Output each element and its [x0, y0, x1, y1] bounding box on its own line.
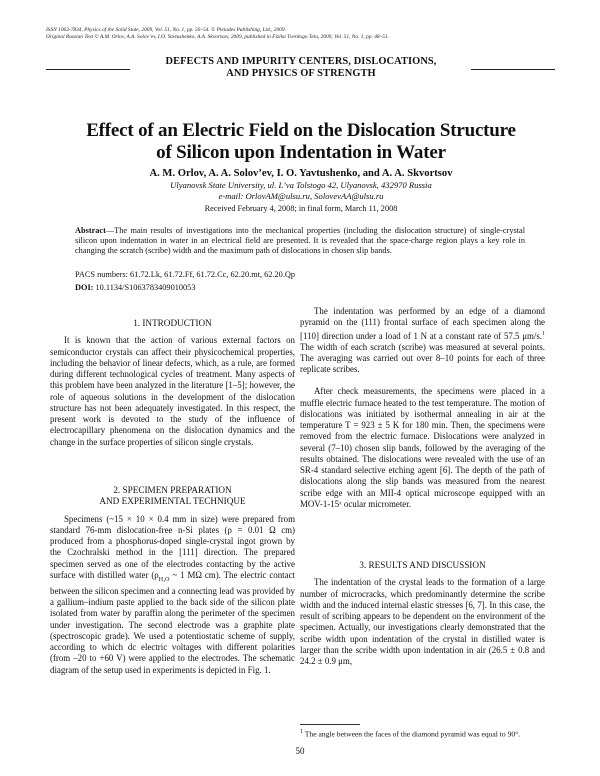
pacs-numbers: PACS numbers: 61.72.Lk, 61.72.Ff, 61.72.Cc, 62.20.mt, 62.20.Qp	[75, 270, 296, 279]
left-column-section2	[50, 485, 295, 676]
affiliation: Ulyanovsk State University, ul. L’va Tolstogo 42, Ulyanovsk, 432970 Russia	[170, 180, 432, 190]
results-paragraph: The indentation of the crystal leads to the formation of a large number of microcracks, which predominantly determine the scribe width and the induced internal elastic stresses [6, 7]. In this case, the result of scribing appears to be dependent on the environment of the specimen. Actually, our investigations clearly demonstrated that the scribe width upon indentation of the crystal in distilled water is larger than the scribe width upon indentation in air (26.5 ± 0.8 and 24.2 ± 0.9 μm,	[300, 577, 545, 667]
annealing-paragraph: After check measurements, the specimens were placed in a muffle electric furnace heated to the test temperature. The motion of dislocations was initiated by isothermal annealing in air at the temperature T = 923 ± 5 K for 180 min. Then, the specimens were removed from the electric furnace. Dislocations were analyzed in several (7–10) chosen slip bands, followed by the averaging of the results obtained. The dislocations were revealed with the use of an SR-4 standard selective etching agent [6]. The depth of the path of dislocations along the slip bands was measured from the nearest scribe edge with an MII-4 optical microscope equipped with an MOV-1-15ˣ ocular micrometer.	[300, 386, 545, 509]
doi-link[interactable]: 10.1134/S1063783409010053	[95, 283, 196, 292]
specimen-text-b: ~ 1 MΩ cm). The electric contact between the silicon specimen and a connecting lead was provided by a gallium–indium paste applied to the back side of the silicon plate isolated from water by paraffin along the perimeter of the specimen under investigation. The second electrode was a graphite plate (spectroscopic grade). We used a potentiostatic scheme of supply, according to which dc electric voltages with different polarities (from –20 to +60 V) were applied to the electrodes. The schematic diagram of the setup used in experiments is depicted in Fig. 1.	[50, 569, 295, 675]
specimen-text-subscript: H₂O	[158, 576, 170, 583]
journal-header-line1: ISSN 1063-7834, Physics of the Solid State, 2009, Vol. 51, No. 1, pp. 50–54. © Pleiades Publishing, Ltd., 2009.	[46, 27, 286, 33]
paper-title	[46, 120, 556, 163]
section-banner-line1: DEFECTS AND IMPURITY CENTERS, DISLOCATIONS,	[165, 56, 437, 67]
footnote-text: The angle between the faces of the diamond pyramid was equal to 90°.	[303, 729, 521, 739]
right-column-section3	[300, 560, 545, 667]
email: e-mail: OrlovAM@ulsu.ru, SolovevAA@ulsu.ru	[218, 191, 384, 201]
specimen-text-a: Specimens (~15 × 10 × 0.4 mm in size) were prepared from standard 76-mm dislocation-free n-Si plates (ρ = 0.01 Ω cm) produced from a phosphorus-doped single-crystal ingot grown by the Czochralski method in the [111] direction. The prepared specimen served as one of the electrodes contacting by the active surface with distilled water (ρ	[50, 513, 295, 580]
doi-label: DOI:	[75, 283, 94, 292]
abstract-label: Abstract	[75, 226, 106, 235]
abstract	[75, 226, 525, 256]
footnote-rule	[300, 724, 360, 725]
paper-title-line2: of Silicon upon Indentation in Water	[156, 141, 446, 163]
section-banner-line2: AND PHYSICS OF STRENGTH	[226, 67, 376, 79]
section-banner	[46, 56, 556, 79]
abstract-text: —The main results of investigations into the mechanical properties (including the dislocation structure) of single-crystal silicon upon indentation in water in an electrical field are presented. It is revealed that the space-charge region plays a key role in changing the scratch (scribe) width and the maximum path of dislocations in chosen slip bands.	[75, 226, 525, 256]
results-heading: 3. RESULTS AND DISCUSSION	[359, 560, 486, 570]
received-dates: Received February 4, 2008; in final form, March 11, 2008	[204, 204, 398, 213]
indentation-text-a: The indentation was performed by an edge of a diamond pyramid on the (111) frontal surface of each specimen along the [110] direction under a load of 1 N at a constant rate of 57.5 μm/s.	[300, 306, 545, 341]
authors: A. M. Orlov, A. A. Solov’ev, I. O. Yavtushenko, and A. A. Skvortsov	[149, 168, 453, 179]
indentation-paragraph	[300, 306, 545, 375]
footnote	[300, 728, 545, 739]
journal-header	[46, 27, 566, 42]
journal-header-line2: Original Russian Text © A.M. Orlov, A.A. Solov’ev, I.O. Yavtushenko, A.A. Skvortsov, 2009, published in Fizika Tverdogo Tela, 2009, Vol. 51, No. 1, pp. 48–51.	[46, 34, 390, 41]
intro-heading: 1. INTRODUCTION	[133, 318, 212, 328]
intro-paragraph: It is known that the action of various external factors on semiconductor crystals can affect their physicochemical properties, including the behavior of linear defects, which, as a rule, are formed during different technological cycles of treatment. Many aspects of this problem have been analyzed in the literature [1–5]; however, the role of aqueous solutions in the development of the dislocation structure has not been adequately investigated. In this respect, the present work is devoted to the study of the influence of electrocapillary phenomena on the dislocation dynamics and the change in the surface properties of silicon single crystals.	[50, 335, 295, 447]
page-number: 50	[295, 746, 305, 756]
doi	[75, 283, 525, 293]
specimen-paragraph	[50, 514, 295, 676]
indentation-text-b: The width of each scratch (scribe) was measured at several points. The averaging was carried out over 8–10 points for each of three replicate scribes.	[300, 341, 545, 375]
left-column	[50, 318, 295, 448]
paper-title-line1: Effect of an Electric Field on the Dislocation Structure	[86, 120, 516, 141]
specimen-heading-line1: 2. SPECIMEN PREPARATION	[113, 485, 232, 495]
footnote-number: 1	[300, 729, 303, 735]
specimen-heading-line2: AND EXPERIMENTAL TECHNIQUE	[99, 496, 246, 507]
footnote-marker[interactable]: 1	[542, 330, 545, 337]
right-column	[300, 306, 545, 510]
